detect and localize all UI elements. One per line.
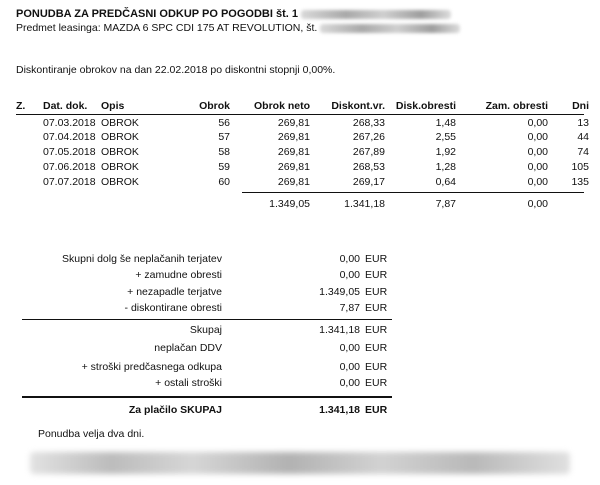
cell-obresti: 0,64 bbox=[435, 176, 456, 188]
cell-date: 07.03.2018 bbox=[43, 117, 96, 129]
cell-obrok: 56 bbox=[218, 117, 230, 129]
summary-row bbox=[0, 342, 600, 356]
column-header-opis: Opis bbox=[101, 100, 125, 112]
table-row bbox=[0, 161, 600, 175]
summary-value: 0,00 bbox=[339, 253, 360, 265]
cell-obrok: 58 bbox=[218, 146, 230, 158]
leasing-subject bbox=[16, 22, 460, 34]
summary-row bbox=[0, 324, 600, 338]
summary-value: 1.341,18 bbox=[319, 324, 360, 336]
summary-row bbox=[0, 253, 600, 267]
column-header-disk-obresti: Disk.obresti bbox=[395, 100, 456, 112]
redacted-vehicle-number bbox=[320, 24, 460, 33]
cell-diskont: 267,26 bbox=[352, 131, 385, 143]
cell-zam: 0,00 bbox=[527, 131, 548, 143]
cell-date: 07.04.2018 bbox=[43, 131, 96, 143]
summary-value: 7,87 bbox=[339, 302, 360, 314]
total-neto: 1.349,05 bbox=[269, 198, 310, 210]
summary-row bbox=[0, 377, 600, 391]
summary-row bbox=[0, 361, 600, 375]
grand-total-value: 1.341,18 bbox=[319, 404, 360, 416]
cell-dni: 105 bbox=[571, 161, 589, 173]
summary-currency: EUR bbox=[365, 269, 388, 281]
cell-obresti: 1,48 bbox=[435, 117, 456, 129]
table-row bbox=[0, 146, 600, 160]
validity-note: Ponudba velja dva dni. bbox=[38, 428, 145, 440]
summary-currency: EUR bbox=[365, 324, 388, 336]
table-totals-row bbox=[0, 198, 600, 212]
cell-obrok: 59 bbox=[218, 161, 230, 173]
redacted-footer bbox=[30, 452, 570, 474]
summary-label: + zamudne obresti bbox=[135, 269, 222, 281]
column-header-z: Z. bbox=[16, 100, 26, 112]
summary-label: Skupni dolg še neplačanih terjatev bbox=[62, 253, 222, 265]
summary-row bbox=[0, 286, 600, 300]
cell-dni: 44 bbox=[577, 131, 589, 143]
summary-label: + nezapadle terjatve bbox=[127, 286, 222, 298]
summary-value: 1.349,05 bbox=[319, 286, 360, 298]
cell-diskont: 268,53 bbox=[352, 161, 385, 173]
cell-neto: 269,81 bbox=[277, 131, 310, 143]
summary-label: + ostali stroški bbox=[155, 377, 222, 389]
column-header-diskont: Diskont.vr. bbox=[331, 100, 385, 112]
column-header-dni: Dni bbox=[572, 100, 589, 112]
summary-value: 0,00 bbox=[339, 269, 360, 281]
discount-note: Diskontiranje obrokov na dan 22.02.2018 po diskontni stopnji 0,00%. bbox=[16, 64, 336, 76]
cell-diskont: 269,17 bbox=[352, 176, 385, 188]
summary-value: 0,00 bbox=[339, 361, 360, 373]
redacted-contract-number bbox=[301, 10, 451, 19]
cell-zam: 0,00 bbox=[527, 161, 548, 173]
cell-obresti: 1,28 bbox=[435, 161, 456, 173]
cell-opis: OBROK bbox=[101, 131, 139, 143]
table-header-divider bbox=[16, 114, 584, 115]
column-header-zam-obresti: Zam. obresti bbox=[485, 100, 548, 112]
cell-dni: 13 bbox=[577, 117, 589, 129]
cell-neto: 269,81 bbox=[277, 161, 310, 173]
cell-zam: 0,00 bbox=[527, 146, 548, 158]
cell-neto: 269,81 bbox=[277, 176, 310, 188]
leasing-subject-text: Predmet leasinga: MAZDA 6 SPC CDI 175 AT REVOLUTION, št. bbox=[16, 22, 318, 34]
summary-label: + stroški predčasnega odkupa bbox=[81, 361, 222, 373]
cell-neto: 269,81 bbox=[277, 146, 310, 158]
cell-opis: OBROK bbox=[101, 176, 139, 188]
column-header-obrok: Obrok bbox=[199, 100, 230, 112]
grand-total-divider bbox=[22, 396, 392, 398]
summary-label: - diskontirane obresti bbox=[124, 302, 222, 314]
cell-opis: OBROK bbox=[101, 146, 139, 158]
summary-divider bbox=[22, 319, 392, 320]
summary-currency: EUR bbox=[365, 253, 388, 265]
summary-label: neplačan DDV bbox=[154, 342, 222, 354]
summary-value: 0,00 bbox=[339, 377, 360, 389]
cell-neto: 269,81 bbox=[277, 117, 310, 129]
column-header-date: Dat. dok. bbox=[43, 100, 88, 112]
summary-currency: EUR bbox=[365, 342, 388, 354]
summary-row bbox=[0, 269, 600, 283]
document-title-text: PONUDBA ZA PREDČASNI ODKUP PO POGODBI št. 1 bbox=[16, 8, 298, 20]
summary-row bbox=[0, 302, 600, 316]
cell-date: 07.07.2018 bbox=[43, 176, 96, 188]
table-totals-divider bbox=[242, 192, 584, 193]
cell-obrok: 57 bbox=[218, 131, 230, 143]
cell-date: 07.05.2018 bbox=[43, 146, 96, 158]
cell-obresti: 2,55 bbox=[435, 131, 456, 143]
total-obresti: 7,87 bbox=[435, 198, 456, 210]
total-diskont: 1.341,18 bbox=[344, 198, 385, 210]
cell-opis: OBROK bbox=[101, 161, 139, 173]
summary-currency: EUR bbox=[365, 361, 388, 373]
table-row bbox=[0, 176, 600, 190]
summary-currency: EUR bbox=[365, 377, 388, 389]
cell-zam: 0,00 bbox=[527, 117, 548, 129]
cell-zam: 0,00 bbox=[527, 176, 548, 188]
total-zam: 0,00 bbox=[527, 198, 548, 210]
cell-date: 07.06.2018 bbox=[43, 161, 96, 173]
document-title bbox=[16, 8, 451, 20]
cell-opis: OBROK bbox=[101, 117, 139, 129]
grand-total-label: Za plačilo SKUPAJ bbox=[128, 404, 222, 416]
table-row bbox=[0, 117, 600, 131]
summary-label: Skupaj bbox=[189, 324, 222, 336]
grand-total-row bbox=[0, 404, 600, 418]
cell-dni: 135 bbox=[571, 176, 589, 188]
summary-value: 0,00 bbox=[339, 342, 360, 354]
cell-obrok: 60 bbox=[218, 176, 230, 188]
summary-currency: EUR bbox=[365, 286, 388, 298]
column-header-obrok-neto: Obrok neto bbox=[253, 100, 310, 112]
summary-currency: EUR bbox=[365, 302, 388, 314]
cell-obresti: 1,92 bbox=[435, 146, 456, 158]
cell-diskont: 267,89 bbox=[352, 146, 385, 158]
cell-diskont: 268,33 bbox=[352, 117, 385, 129]
cell-dni: 74 bbox=[577, 146, 589, 158]
grand-total-currency: EUR bbox=[365, 404, 388, 416]
table-row bbox=[0, 131, 600, 145]
